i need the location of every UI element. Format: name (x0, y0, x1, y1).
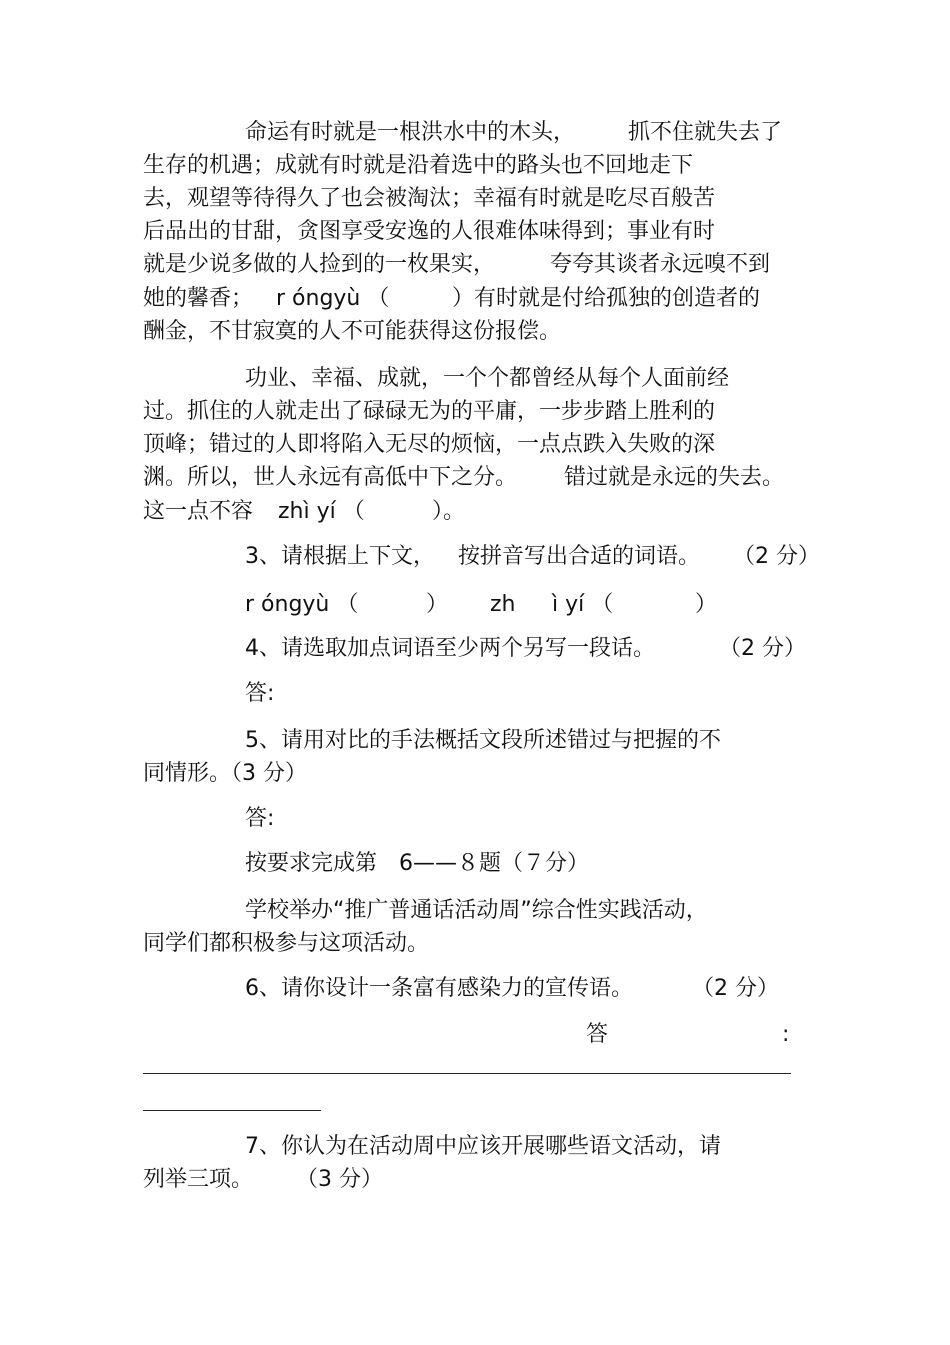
pinyin-blank: r óngyù （ (276, 286, 390, 311)
passage-line: 这一点不容 (143, 499, 254, 524)
question-6-score: （2 分） (692, 976, 779, 1001)
question-7-cont: 列举三项。 (143, 1167, 254, 1192)
answer-line (143, 1110, 321, 1111)
pinyin-answer-b2: ì yí （ (552, 592, 614, 617)
pinyin-answer-b: zh (490, 592, 516, 617)
passage-line: ）有时就是付给孤独的创造者的 (452, 286, 761, 311)
passage-line: ）。 (432, 499, 466, 524)
activity-line: 学校举办“推广普通话活动周”综合性实践活动， (245, 898, 708, 923)
question-6-answer-label: 答 (586, 1022, 609, 1047)
passage-line: 夸夸其谈者永远嗅不到 (550, 252, 771, 277)
passage-line: 生存的机遇；成就有时就是沿着选中的路头也不回地走下 (143, 153, 694, 178)
pinyin-answer-b-close: ） (695, 592, 718, 617)
question-7: 7、你认为在活动周中应该开展哪些语文活动，请 (245, 1134, 721, 1159)
section-intro: 按要求完成第 6——８题（７分） (245, 851, 589, 876)
question-3-cont: 按拼音写出合适的词语。 (458, 544, 701, 569)
question-4-score: （2 分） (719, 636, 806, 661)
passage-line: 就是少说多做的人捡到的一枚果实， (143, 252, 496, 277)
passage-line: 抓不住就失去了 (628, 120, 783, 145)
question-4: 4、请选取加点词语至少两个另写一段话。 (245, 636, 655, 661)
passage-line: 去，观望等待得久了也会被淘汰；幸福有时就是吃尽百般苦 (143, 186, 716, 211)
passage-line: 她的馨香； (143, 286, 254, 311)
passage-line: 错过就是永远的失去。 (564, 465, 785, 490)
question-5: 5、请用对比的手法概括文段所述错过与把握的不 (245, 728, 721, 753)
passage-line: 命运有时就是一根洪水中的木头， (245, 120, 576, 145)
passage-line: 功业、幸福、成就，一个个都曾经从每个人面前经 (245, 366, 730, 391)
question-4-answer-label: 答: (245, 681, 275, 706)
question-6: 6、请你设计一条富有感染力的宣传语。 (245, 976, 633, 1001)
activity-line: 同学们都积极参与这项活动。 (143, 931, 430, 956)
question-7-score: （3 分） (296, 1167, 383, 1192)
passage-line: 酬金，不甘寂寞的人不可能获得这份报偿。 (143, 319, 562, 344)
question-6-answer-colon: : (782, 1022, 790, 1047)
passage-line: 渊。所以，世人永远有高低中下之分。 (143, 465, 518, 490)
question-3: 3、请根据上下文， (245, 544, 435, 569)
question-5-cont: 同情形。（3 分） (143, 761, 307, 786)
question-3-score: （2 分） (733, 544, 820, 569)
pinyin-answer-a-close: ） (426, 592, 449, 617)
answer-line (143, 1073, 791, 1074)
question-5-answer-label: 答: (245, 806, 275, 831)
passage-line: 顶峰；错过的人即将陷入无尽的烦恼，一点点跌入失败的深 (143, 432, 716, 457)
pinyin-answer-a: r óngyù （ (245, 592, 359, 617)
pinyin-blank: zhì yí （ (278, 499, 365, 524)
passage-line: 后品出的甘甜，贪图享受安逸的人很难体味得到；事业有时 (143, 219, 716, 244)
passage-line: 过。抓住的人就走出了碌碌无为的平庸，一步步踏上胜利的 (143, 399, 716, 424)
